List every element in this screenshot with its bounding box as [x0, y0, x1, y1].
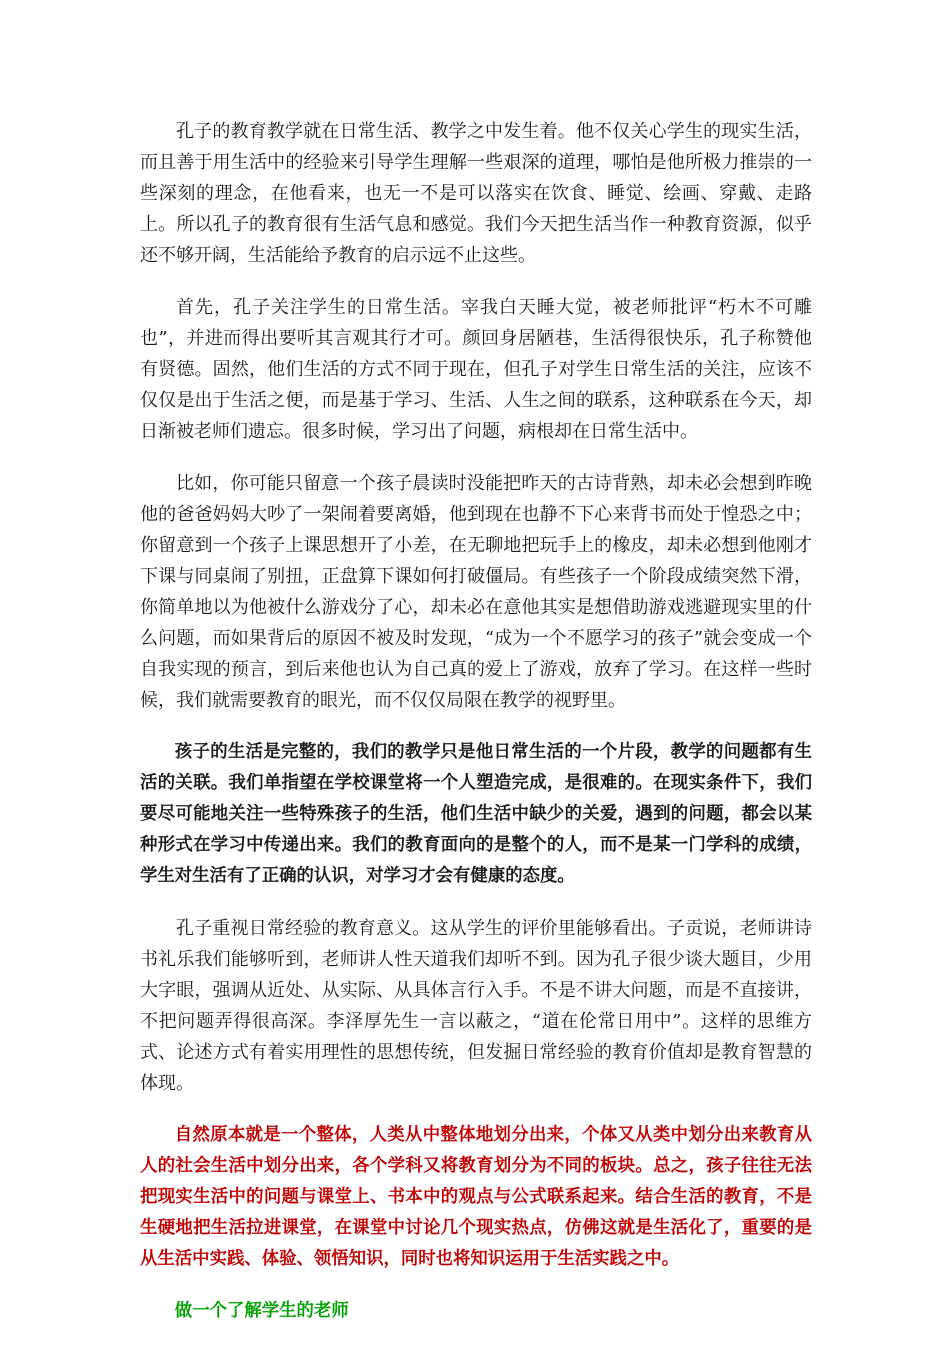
document-body: [140, 116, 812, 1348]
paragraph-daily-experience: 孔子重视日常经验的教育意义。这从学生的评价里能够看出。子贡说，老师讲诗书礼乐我们能够听到，老师讲人性天道我们却听不到。因为孔子很少谈大题目，少用大字眼，强调从近处、从实际、从具体言行入手。不是不讲大问题，而是不直接讲，不把问题弄得很高深。李泽厚先生一言以蔽之，“道在伦常日用中”。这样的思维方式、论述方式有着实用理性的思想传统，但发掘日常经验的教育价值却是教育智慧的体现。: [140, 918, 812, 1094]
section-heading-green: 做一个了解学生的老师: [174, 1301, 349, 1321]
paragraph-daily-life: 首先，孔子关注学生的日常生活。宰我白天睡大觉，被老师批评“朽木不可雕也”，并进而得出要听其言观其行才可。颜回身居陋巷，生活得很快乐，孔子称赞他有贤德。固然，他们生活的方式不同于现在，但孔子对学生日常生活的关注，应该不仅仅是出于生活之便，而是基于学习、生活、人生之间的联系，这种联系在今天，却日渐被老师们遗忘。很多时候，学习出了问题，病根却在日常生活中。: [140, 297, 812, 442]
paragraph-nature-whole-red: 自然原本就是一个整体，人类从中整体地划分出来，个体又从类中划分出来教育从人的社会生活中划分出来，各个学科又将教育划分为不同的板块。总之，孩子往往无法把现实生活中的问题与课堂上、书本中的观点与公式联系起来。结合生活的教育，不是生硬地把生活拉进课堂，在课堂中讨论几个现实热点，仿佛这就是生活化了，重要的是从生活中实践、体验、领悟知识，同时也将知识运用于生活实践之中。: [140, 1125, 812, 1269]
paragraph-intro: 孔子的教育教学就在日常生活、教学之中发生着。他不仅关心学生的现实生活，而且善于用生活中的经验来引导学生理解一些艰深的道理，哪怕是他所极力推崇的一些深刻的理念，在他看来，也无一不是可以落实在饮食、睡觉、绘画、穿戴、走路上。所以孔子的教育很有生活气息和感觉。我们今天把生活当作一种教育资源，似乎还不够开阔，生活能给予教育的启示远不止这些。: [140, 121, 812, 266]
paragraph-complete-life-bold: 孩子的生活是完整的，我们的教学只是他日常生活的一个片段，教学的问题都有生活的关联。我们单指望在学校课堂将一个人塑造完成，是很难的。在现实条件下，我们要尽可能地关注一些特殊孩子的生活，他们生活中缺少的关爱，遇到的问题，都会以某种形式在学习中传递出来。我们的教育面向的是整个的人，而不是某一门学科的成绩，学生对生活有了正确的认识，对学习才会有健康的态度。: [140, 742, 812, 886]
paragraph-example: 比如，你可能只留意一个孩子晨读时没能把昨天的古诗背熟，却未必会想到昨晚他的爸爸妈妈大吵了一架闹着要离婚，他到现在也静不下心来背书而处于惶恐之中；你留意到一个孩子上课思想开了小差，在无聊地把玩手上的橡皮，却未必想到他刚才下课与同桌闹了别扭，正盘算下课如何打破僵局。有些孩子一个阶段成绩突然下滑，你简单地以为他被什么游戏分了心，却未必在意他其实是想借助游戏逃避现实里的什么问题，而如果背后的原因不被及时发现，“成为一个不愿学习的孩子”就会变成一个自我实现的预言，到后来他也认为自己真的爱上了游戏，放弃了学习。在这样一些时候，我们就需要教育的眼光，而不仅仅局限在教学的视野里。: [140, 473, 812, 711]
